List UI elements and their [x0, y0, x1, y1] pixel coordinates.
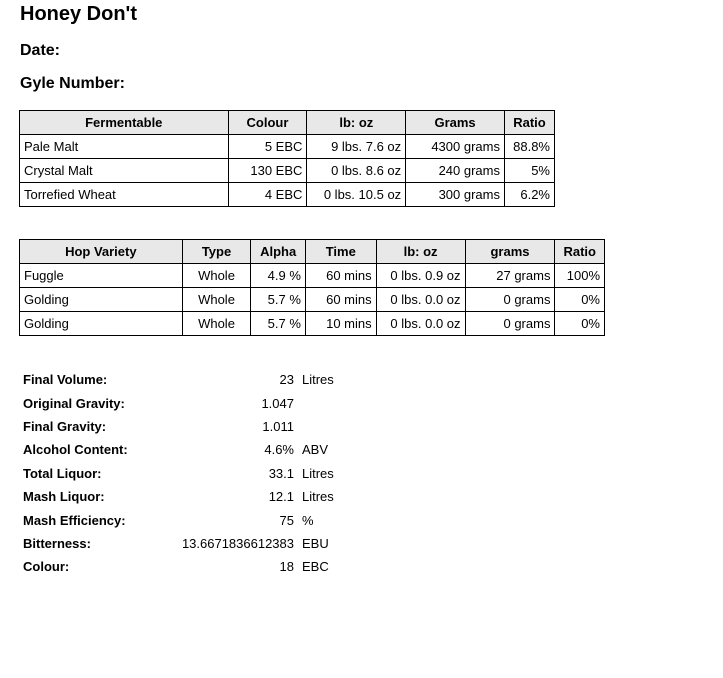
hop-alpha: 5.7 %: [251, 288, 306, 312]
table-row: [20, 159, 555, 183]
summary-row: [20, 555, 337, 578]
fermentable-grams: 300 grams: [406, 183, 505, 207]
hop-ratio: 0%: [555, 288, 605, 312]
col-colour: Colour: [228, 111, 307, 135]
final-volume-value: 23: [279, 372, 294, 388]
summary-row: [20, 462, 337, 485]
hop-type: Whole: [182, 288, 251, 312]
col-lb-oz: lb: oz: [376, 240, 465, 264]
table-row: [20, 312, 605, 336]
alcohol-content-unit: ABV: [302, 442, 329, 458]
hops-table: [19, 239, 605, 336]
mash-efficiency-label: Mash Efficiency:: [23, 512, 126, 528]
hop-time: 10 mins: [305, 312, 376, 336]
hop-grams: 0 grams: [465, 312, 555, 336]
hop-type: Whole: [182, 264, 251, 288]
table-row: [20, 135, 555, 159]
original-gravity-label: Original Gravity:: [23, 395, 125, 411]
fermentable-grams: 4300 grams: [406, 135, 505, 159]
hop-variety: Golding: [20, 288, 183, 312]
hop-ratio: 0%: [555, 312, 605, 336]
col-grams: Grams: [406, 111, 505, 135]
bitterness-value: 13.6671836612383: [181, 535, 294, 551]
col-fermentable: Fermentable: [20, 111, 229, 135]
final-gravity-unit: [297, 415, 337, 438]
fermentable-colour: 5 EBC: [228, 135, 307, 159]
summary-row: [20, 485, 337, 508]
fermentable-lb-oz: 0 lbs. 8.6 oz: [307, 159, 406, 183]
hops-header-row: [20, 240, 605, 264]
total-liquor-value: 33.1: [268, 465, 294, 481]
hop-ratio: 100%: [555, 264, 605, 288]
fermentable-colour: 4 EBC: [228, 183, 307, 207]
final-gravity-label: Final Gravity:: [23, 418, 107, 434]
col-lb-oz: lb: oz: [307, 111, 406, 135]
hop-alpha: 4.9 %: [251, 264, 306, 288]
mash-liquor-value: 12.1: [268, 489, 294, 505]
recipe-title: Honey Don't: [20, 3, 137, 25]
final-volume-unit: Litres: [302, 372, 334, 388]
original-gravity-unit: [297, 391, 337, 414]
col-grams: grams: [465, 240, 555, 264]
fermentable-name: Crystal Malt: [20, 159, 229, 183]
hop-lb-oz: 0 lbs. 0.9 oz: [376, 264, 465, 288]
hop-variety: Golding: [20, 312, 183, 336]
final-gravity-value: 1.011: [262, 418, 294, 434]
fermentable-lb-oz: 0 lbs. 10.5 oz: [307, 183, 406, 207]
mash-efficiency-unit: %: [302, 512, 314, 528]
fermentable-name: Torrefied Wheat: [20, 183, 229, 207]
col-ratio: Ratio: [504, 111, 554, 135]
hop-time: 60 mins: [305, 288, 376, 312]
fermentables-header-row: [20, 111, 555, 135]
summary-row: [20, 438, 337, 461]
summary-table: [20, 368, 337, 579]
mash-efficiency-value: 75: [279, 512, 294, 528]
hop-grams: 27 grams: [465, 264, 555, 288]
hop-lb-oz: 0 lbs. 0.0 oz: [376, 288, 465, 312]
fermentable-ratio: 88.8%: [504, 135, 554, 159]
hop-lb-oz: 0 lbs. 0.0 oz: [376, 312, 465, 336]
col-type: Type: [182, 240, 251, 264]
summary-row: [20, 532, 337, 555]
col-alpha: Alpha: [251, 240, 306, 264]
mash-liquor-label: Mash Liquor:: [23, 489, 105, 505]
gyle-number-label: Gyle Number:: [20, 75, 125, 92]
hop-variety: Fuggle: [20, 264, 183, 288]
hop-type: Whole: [182, 312, 251, 336]
fermentable-colour: 130 EBC: [228, 159, 307, 183]
colour-label: Colour:: [23, 559, 70, 575]
date-label: Date:: [20, 42, 61, 59]
fermentables-table: [19, 110, 555, 207]
table-row: [20, 264, 605, 288]
hop-grams: 0 grams: [465, 288, 555, 312]
fermentable-ratio: 6.2%: [504, 183, 554, 207]
fermentable-name: Pale Malt: [20, 135, 229, 159]
bitterness-unit: EBU: [302, 535, 329, 551]
colour-unit: EBC: [302, 559, 329, 575]
colour-value: 18: [279, 559, 294, 575]
col-time: Time: [305, 240, 376, 264]
summary-row: [20, 415, 337, 438]
alcohol-content-value: 4.6%: [264, 442, 294, 458]
table-row: [20, 183, 555, 207]
fermentable-lb-oz: 9 lbs. 7.6 oz: [307, 135, 406, 159]
final-volume-label: Final Volume:: [23, 372, 108, 388]
mash-liquor-unit: Litres: [302, 489, 334, 505]
fermentable-ratio: 5%: [504, 159, 554, 183]
original-gravity-value: 1.047: [261, 395, 294, 411]
hop-alpha: 5.7 %: [251, 312, 306, 336]
total-liquor-unit: Litres: [302, 465, 334, 481]
col-ratio: Ratio: [555, 240, 605, 264]
total-liquor-label: Total Liquor:: [23, 465, 102, 481]
summary-row: [20, 368, 337, 391]
alcohol-content-label: Alcohol Content:: [23, 442, 128, 458]
bitterness-label: Bitterness:: [23, 535, 91, 551]
table-row: [20, 288, 605, 312]
summary-row: [20, 391, 337, 414]
col-hop-variety: Hop Variety: [20, 240, 183, 264]
hop-time: 60 mins: [305, 264, 376, 288]
fermentable-grams: 240 grams: [406, 159, 505, 183]
summary-row: [20, 508, 337, 531]
